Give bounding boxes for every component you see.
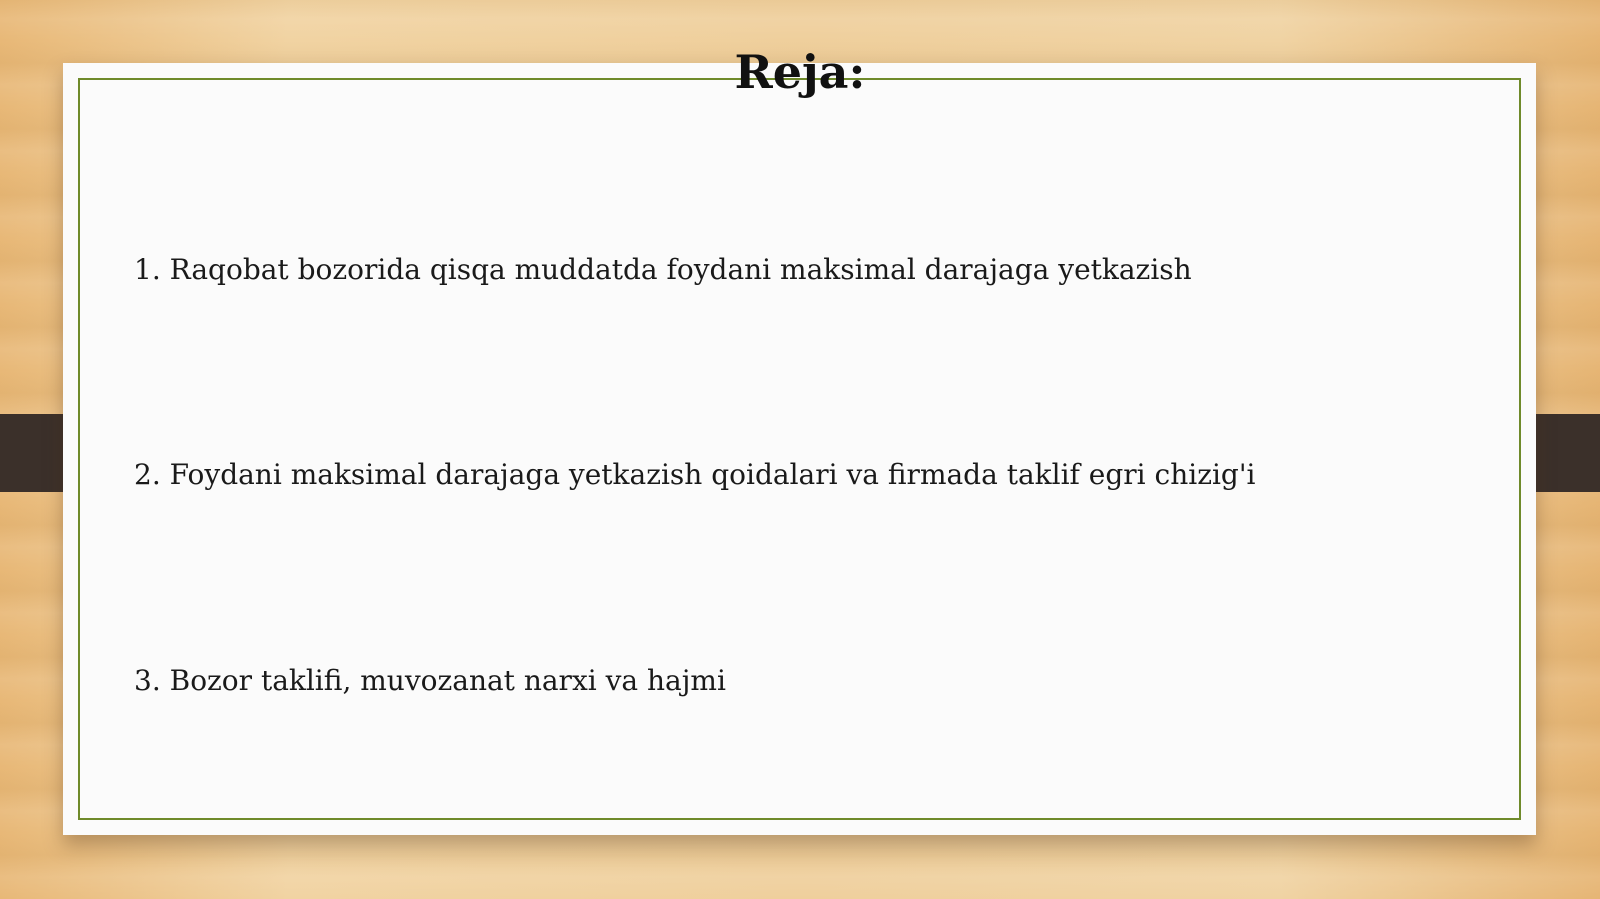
plan-item-3: 3. Bozor taklifi, muvozanat narxi va hajmi: [134, 664, 726, 697]
slide-card: [63, 63, 1536, 835]
slide-title: Reja:: [734, 45, 866, 99]
plan-item-2: 2. Foydani maksimal darajaga yetkazish qoidalari va firmada taklif egri chizig'i: [134, 458, 1256, 491]
plan-item-1: 1. Raqobat bozorida qisqa muddatda foydani maksimal darajaga yetkazish: [134, 253, 1192, 286]
slide-border-frame: [78, 78, 1521, 820]
